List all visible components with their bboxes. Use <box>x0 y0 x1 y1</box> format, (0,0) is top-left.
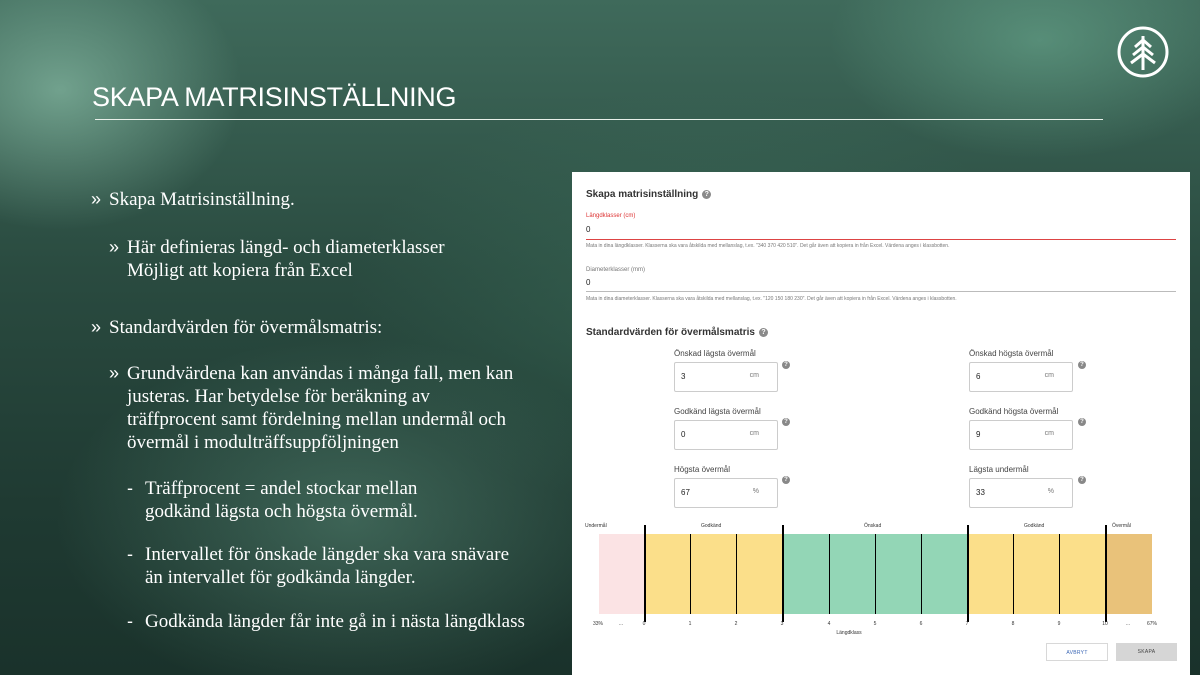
grid-line <box>736 534 737 614</box>
onskad-hogsta-input[interactable]: 6 cm <box>969 362 1073 392</box>
grid-line <box>1013 534 1014 614</box>
boundary-onskad-hogsta <box>967 525 969 622</box>
length-classes-label: Längdklasser (cm) <box>586 213 636 219</box>
grid-line <box>921 534 922 614</box>
bullet-6-line-2: än intervallet för godkända längder. <box>145 567 416 588</box>
onskad-hogsta-label: Önskad högsta övermål <box>969 349 1054 358</box>
length-classes-input[interactable]: 0 <box>586 225 591 234</box>
title-rule <box>95 119 1103 120</box>
band-overmal <box>1106 534 1152 614</box>
bullet-3: Standardvärden för övermålsmatris: <box>109 317 383 338</box>
cancel-button[interactable]: AVBRYT <box>1046 643 1108 661</box>
boundary-godkand-hogsta <box>1105 525 1107 622</box>
slide-title: SKAPA MATRISINSTÄLLNING <box>92 82 457 112</box>
band-godkand-high <box>967 534 1106 614</box>
grid-line <box>1059 534 1060 614</box>
godkand-hogsta-input[interactable]: 9 cm <box>969 420 1073 450</box>
bullet-5-line-1: Träffprocent = andel stockar mellan <box>145 478 418 499</box>
bullet-mark: - <box>127 544 133 564</box>
bullet-6-line-1: Intervallet för önskade längder ska vara snävare <box>145 544 509 565</box>
godkand-hogsta-label: Godkänd högsta övermål <box>969 407 1059 416</box>
tick-label: 4 <box>827 621 831 627</box>
bullet-4-line-2: justeras. Har betydelse för beräkning av <box>127 386 430 407</box>
tick-label: 33% <box>592 621 604 627</box>
bullet-4-line-3: träffprocent samt fördelning mellan undermål och <box>127 409 506 430</box>
tick-label: 5 <box>873 621 877 627</box>
bullet-mark: » <box>109 237 120 257</box>
band-undermal <box>599 534 644 614</box>
chart-caption-godkand: Godkänd <box>1024 523 1045 529</box>
grid-line <box>875 534 876 614</box>
create-matrix-panel <box>572 172 1190 675</box>
bullet-4-line-4: övermål i modulträffsuppföljningen <box>127 432 399 453</box>
tick-label: 10 <box>1102 621 1108 627</box>
grid-line <box>829 534 830 614</box>
create-button[interactable]: SKAPA <box>1116 643 1177 661</box>
length-classes-underline <box>586 239 1176 240</box>
godkand-lagsta-label: Godkänd lägsta övermål <box>674 407 761 416</box>
bullet-5-line-2: godkänd lägsta och högsta övermål. <box>145 501 418 522</box>
boundary-onskad-lagsta <box>782 525 784 622</box>
tick-label: ... <box>618 621 624 627</box>
bullet-2-line-2: Möjligt att kopiera från Excel <box>127 260 353 281</box>
bullet-7-line-1: Godkända längder får inte gå in i nästa längdklass <box>145 611 525 632</box>
help-icon[interactable]: ? <box>1078 476 1086 484</box>
help-icon[interactable]: ? <box>782 476 790 484</box>
onskad-lagsta-input[interactable]: 3 cm <box>674 362 778 392</box>
tick-label: 0 <box>642 621 646 627</box>
help-icon[interactable]: ? <box>1078 361 1086 369</box>
help-icon[interactable]: ? <box>759 328 768 337</box>
tick-label: 3 <box>780 621 784 627</box>
bullet-4-line-1: Grundvärdena kan användas i många fall, men kan <box>127 363 514 384</box>
bullet-mark: » <box>109 363 120 383</box>
lagsta-undermal-input[interactable]: 33 % <box>969 478 1073 508</box>
grid-line <box>690 534 691 614</box>
overmal-chart <box>599 534 1152 614</box>
bullet-mark: » <box>91 317 102 337</box>
help-icon[interactable]: ? <box>1078 418 1086 426</box>
chart-caption-godkand: Godkänd <box>701 523 722 529</box>
tick-label: 9 <box>1057 621 1061 627</box>
tick-label: 8 <box>1011 621 1015 627</box>
tick-label: 67% <box>1146 621 1158 627</box>
hogsta-overmal-label: Högsta övermål <box>674 465 731 474</box>
diameter-classes-input[interactable]: 0 <box>586 278 591 287</box>
tick-label: 7 <box>965 621 969 627</box>
help-icon[interactable]: ? <box>782 361 790 369</box>
diameter-classes-label: Diameterklasser (mm) <box>586 267 646 273</box>
tick-label: 2 <box>734 621 738 627</box>
boundary-godkand-lagsta <box>644 525 646 622</box>
godkand-lagsta-input[interactable]: 0 cm <box>674 420 778 450</box>
x-axis-label: Längdklass <box>836 630 862 636</box>
chart-caption-undermal: Undermål <box>585 523 607 529</box>
length-classes-hint: Mata in dina längdklasser. Klasserna ska vara åtskilda med mellanslag, t.ex. "340 370 420 510". Det går även att kopiera in från Excel. Värdena anges i klassbotten. <box>586 243 950 249</box>
tick-label: ... <box>1125 621 1131 627</box>
bullet-mark: » <box>91 189 102 209</box>
onskad-lagsta-label: Önskad lägsta övermål <box>674 349 756 358</box>
bullet-1: Skapa Matrisinställning. <box>109 189 295 210</box>
diameter-classes-underline <box>586 291 1176 292</box>
diameter-classes-hint: Mata in dina diameterklasser. Klasserna ska vara åtskilda med mellanslag, t.ex. "120 150 180 230". Det går även att kopiera in från Excel. Värdena anges i klassbotten. <box>586 296 957 302</box>
bullet-2-line-1: Här definieras längd- och diameterklasser <box>127 237 445 258</box>
tree-logo-icon <box>1117 26 1169 78</box>
help-icon[interactable]: ? <box>702 190 711 199</box>
bullet-mark: - <box>127 611 133 631</box>
tick-label: 1 <box>688 621 692 627</box>
tick-label: 6 <box>919 621 923 627</box>
bullet-mark: - <box>127 478 133 498</box>
section-title: Standardvärden för övermålsmatris ? <box>586 327 768 338</box>
band-godkand-low <box>644 534 783 614</box>
chart-caption-overmal: Övermål <box>1112 523 1131 529</box>
chart-caption-onskad: Önskad <box>864 523 882 529</box>
panel-title: Skapa matrisinställning ? <box>586 189 711 200</box>
hogsta-overmal-input[interactable]: 67 % <box>674 478 778 508</box>
lagsta-undermal-label: Lägsta undermål <box>969 465 1029 474</box>
help-icon[interactable]: ? <box>782 418 790 426</box>
